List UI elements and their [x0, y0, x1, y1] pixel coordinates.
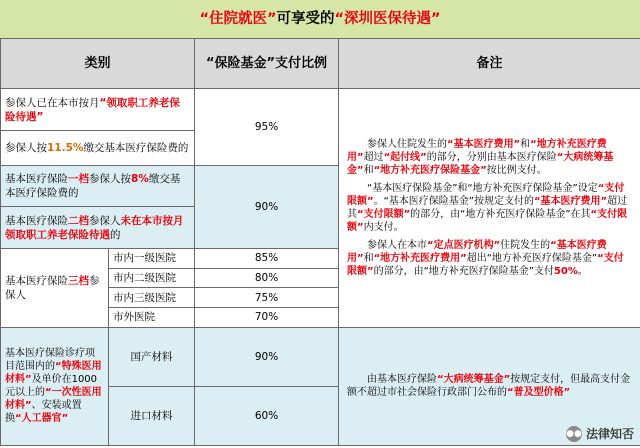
hospital-level-3-ratio: 75% [195, 288, 339, 308]
hospital-outside-city: 市外医院 [109, 308, 195, 328]
title-benefit: “深圳医保待遇” [334, 11, 441, 27]
material-domestic: 国产材料 [109, 327, 195, 386]
remark-paragraph-3: 参保人在本市“定点医疗机构”住院发生的“基本医疗费用”和“地方补充医疗费用”超出“地方补充医疗保险基金”“支付限额”的部分，由“地方补充医疗保险基金”支付50%。 [347, 240, 624, 278]
title-mid: 可享受的 [276, 11, 335, 27]
benefit-table [0, 38, 640, 446]
category-tier-3: 基本医疗保险三档参保人 [1, 249, 109, 328]
hospital-level-2: 市内二级医院 [109, 268, 195, 288]
wechat-icon: ●● [566, 426, 582, 442]
header-ratio: “保险基金”支付比例 [195, 39, 339, 89]
ratio-90: 90% [195, 165, 339, 248]
header-category: 类别 [1, 39, 195, 89]
table-row [1, 327, 640, 386]
ratio-95: 95% [195, 89, 339, 166]
hospital-level-1-ratio: 85% [195, 249, 339, 269]
hospital-level-1: 市内一级医院 [109, 249, 195, 269]
title-inpatient: “住院就医” [199, 11, 277, 27]
category-tier-2: 基本医疗保险二档参保人未在本市按月领取职工养老保险待遇的 [1, 207, 195, 249]
remarks-general [339, 89, 640, 327]
remark-paragraph-4: 由基本医疗保险“大病统筹基金”按规定支付，但最高支付金额不超过市社会保险行政部门公布的“普及型价格” [347, 374, 631, 399]
remark-paragraph-2: “基本医疗保险基金”和“地方补充医疗保险基金”设定“支付限额”。“基本医疗保险基金”按规定支付的“基本医疗费用”超过其“支付限额”的部分，由“地方补充医疗保险基金”在其“支付限额”内支付。 [347, 183, 628, 234]
watermark-text: 法律知否 [585, 427, 634, 441]
category-tier-1: 基本医疗保险一档参保人按8%缴交基本医疗保险费的 [1, 165, 195, 207]
remark-paragraph-1: 参保人住院发生的“基本医疗费用”和“地方补充医疗费用”超过“起付线”的部分，分别由基本医疗保险“大病统筹基金”和“地方补充医疗保险基金”按比例支付。 [347, 139, 614, 177]
category-11-5-percent: 参保人按11.5%缴交基本医疗保险费的 [1, 130, 195, 165]
header-remarks: 备注 [339, 39, 640, 89]
hospital-level-2-ratio: 80% [195, 268, 339, 288]
category-retiree: 参保人已在本市按月“领取职工养老保险待遇” [1, 89, 195, 131]
material-imported-ratio: 60% [195, 386, 339, 445]
hospital-outside-city-ratio: 70% [195, 308, 339, 328]
material-domestic-ratio: 90% [195, 327, 339, 386]
table-row [1, 89, 640, 131]
category-special-materials: 基本医疗保险诊疗项目范围内的“特殊医用材料”及单价在1000元以上的“一次性医用材料”、安装或置换“人工器官” [1, 327, 109, 445]
hospital-level-3: 市内三级医院 [109, 288, 195, 308]
page-title [0, 0, 640, 38]
header-row [1, 39, 640, 89]
material-imported: 进口材料 [109, 386, 195, 445]
watermark [566, 425, 634, 442]
